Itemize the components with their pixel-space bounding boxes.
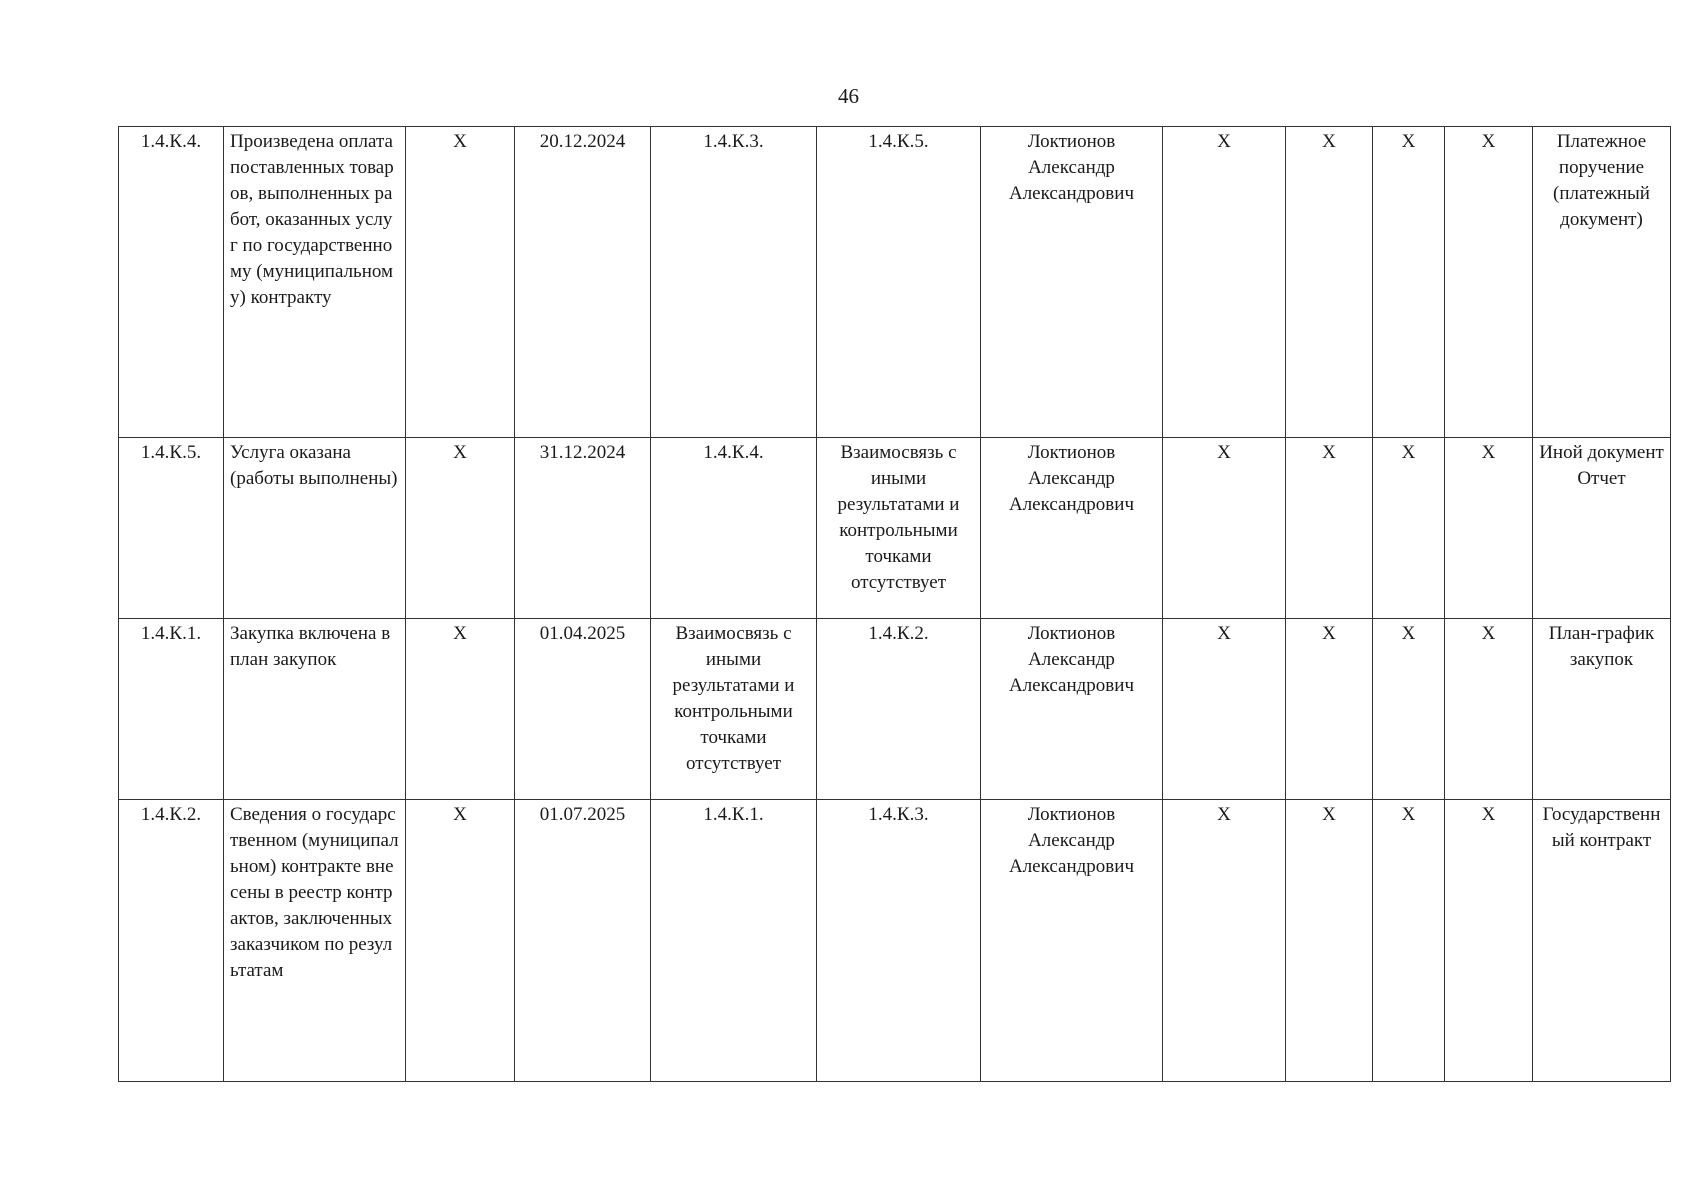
cell-predecessor: 1.4.К.3. <box>651 127 817 438</box>
cell-event: Услуга оказана (работы выполнены) <box>224 438 406 619</box>
cell-col11: X <box>1445 127 1533 438</box>
cell-date: 20.12.2024 <box>515 127 651 438</box>
cell-col11: X <box>1445 619 1533 800</box>
cell-col9: X <box>1286 800 1373 1082</box>
cell-successor: 1.4.К.5. <box>817 127 981 438</box>
cell-responsible: Локтионов Александр Александрович <box>981 438 1163 619</box>
cell-responsible: Локтионов Александр Александрович <box>981 619 1163 800</box>
table-row <box>119 800 1671 1082</box>
cell-col11: X <box>1445 438 1533 619</box>
cell-event: Закупка включена в план закупок <box>224 619 406 800</box>
cell-date: 31.12.2024 <box>515 438 651 619</box>
cell-date: 01.07.2025 <box>515 800 651 1082</box>
cell-event: Произведена оплата поставленных товаров, выполненных работ, оказанных услуг по государственному (муниципальному) контракту <box>224 127 406 438</box>
cell-col9: X <box>1286 619 1373 800</box>
cell-col10: X <box>1373 127 1445 438</box>
cell-col8: X <box>1163 438 1286 619</box>
table-row <box>119 619 1671 800</box>
cell-code: 1.4.К.1. <box>119 619 224 800</box>
table-row <box>119 438 1671 619</box>
cell-col8: X <box>1163 800 1286 1082</box>
cell-successor: Взаимосвязь с иными результатами и контрольными точками отсутствует <box>817 438 981 619</box>
cell-document: Платежное поручение (платежный документ) <box>1533 127 1671 438</box>
cell-col10: X <box>1373 800 1445 1082</box>
control-points-table <box>118 126 1671 1082</box>
cell-col8: X <box>1163 619 1286 800</box>
cell-predecessor: 1.4.К.4. <box>651 438 817 619</box>
table-row <box>119 127 1671 438</box>
cell-event: Сведения о государственном (муниципальном) контракте внесены в реестр контрактов, заключенных заказчиком по результатам <box>224 800 406 1082</box>
cell-document: Государственный контракт <box>1533 800 1671 1082</box>
cell-code: 1.4.К.5. <box>119 438 224 619</box>
cell-type: X <box>406 619 515 800</box>
cell-document: План-график закупок <box>1533 619 1671 800</box>
cell-code: 1.4.К.4. <box>119 127 224 438</box>
cell-type: X <box>406 438 515 619</box>
cell-col9: X <box>1286 127 1373 438</box>
cell-col10: X <box>1373 438 1445 619</box>
cell-responsible: Локтионов Александр Александрович <box>981 127 1163 438</box>
cell-col11: X <box>1445 800 1533 1082</box>
cell-type: X <box>406 800 515 1082</box>
cell-responsible: Локтионов Александр Александрович <box>981 800 1163 1082</box>
cell-col8: X <box>1163 127 1286 438</box>
cell-code: 1.4.К.2. <box>119 800 224 1082</box>
cell-predecessor: Взаимосвязь с иными результатами и контрольными точками отсутствует <box>651 619 817 800</box>
cell-date: 01.04.2025 <box>515 619 651 800</box>
cell-predecessor: 1.4.К.1. <box>651 800 817 1082</box>
page-number: 46 <box>838 84 859 108</box>
cell-document: Иной документ Отчет <box>1533 438 1671 619</box>
cell-col9: X <box>1286 438 1373 619</box>
cell-type: X <box>406 127 515 438</box>
cell-successor: 1.4.К.3. <box>817 800 981 1082</box>
cell-col10: X <box>1373 619 1445 800</box>
cell-successor: 1.4.К.2. <box>817 619 981 800</box>
